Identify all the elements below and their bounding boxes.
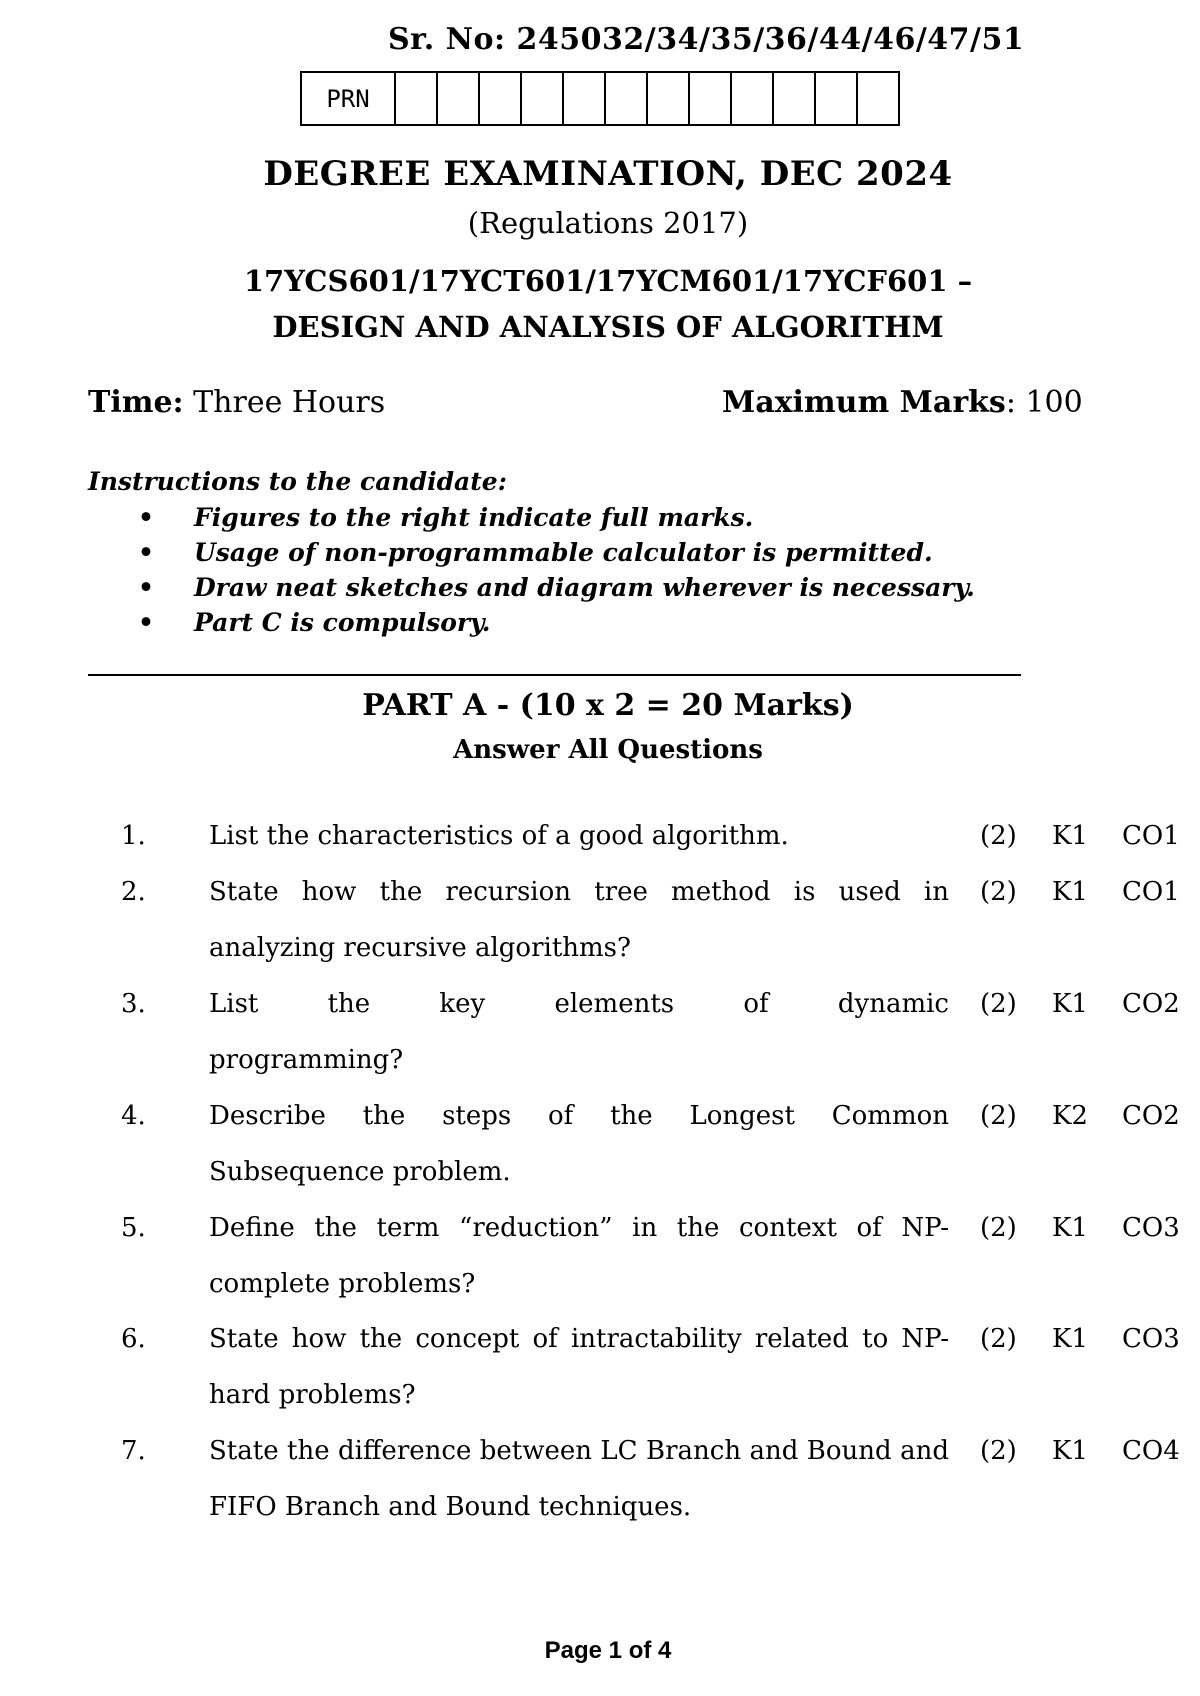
prn-digit-cell — [815, 72, 857, 125]
prn-digit-cell — [521, 72, 563, 125]
question-text: List the key elements of dynamic programming? — [209, 989, 949, 1075]
question-marks: (2) — [980, 877, 1017, 907]
instruction-item: • Figures to the right indicate full marks. — [138, 500, 975, 535]
question-text: List the characteristics of a good algorithm. — [209, 821, 789, 851]
question-number: 4. — [121, 1101, 146, 1131]
prn-digit-cell — [563, 72, 605, 125]
part-a-title: PART A - (10 x 2 = 20 Marks) — [362, 688, 854, 723]
regulations: (Regulations 2017) — [467, 206, 749, 240]
course-outcome: CO2 — [1122, 989, 1180, 1019]
course-outcome: CO4 — [1122, 1436, 1180, 1466]
question-number: 3. — [121, 989, 146, 1019]
prn-digit-cell — [479, 72, 521, 125]
question-text: State the difference between LC Branch and Bound and FIFO Branch and Bound techniques. — [209, 1436, 949, 1522]
question-marks: (2) — [980, 1436, 1017, 1466]
course-codes: 17YCS601/17YCT601/17YCM601/17YCF601 – — [243, 264, 973, 298]
prn-digit-cell — [647, 72, 689, 125]
knowledge-level: K1 — [1052, 877, 1088, 907]
question-marks: (2) — [980, 989, 1017, 1019]
question-marks: (2) — [980, 821, 1017, 851]
knowledge-level: K1 — [1052, 1324, 1088, 1354]
course-outcome: CO1 — [1122, 877, 1180, 907]
prn-label: PRN — [301, 72, 395, 125]
serial-number: Sr. No: 245032/34/35/36/44/46/47/51 — [388, 22, 1025, 57]
prn-digit-cell — [773, 72, 815, 125]
instruction-item: • Draw neat sketches and diagram wherever is necessary. — [138, 570, 975, 605]
time-value: Three Hours — [183, 385, 386, 420]
exam-time — [88, 385, 385, 420]
instructions-title: Instructions to the candidate: — [88, 467, 507, 496]
maximum-marks — [722, 385, 1083, 420]
instruction-item: • Part C is compulsory. — [138, 605, 975, 640]
knowledge-level: K2 — [1052, 1101, 1088, 1131]
knowledge-level: K1 — [1052, 989, 1088, 1019]
part-a-subtitle: Answer All Questions — [453, 735, 763, 765]
question-text: Define the term “reduction” in the context of NP-complete problems? — [209, 1213, 949, 1299]
question-number: 6. — [121, 1324, 146, 1354]
course-outcome: CO3 — [1122, 1324, 1180, 1354]
question-number: 1. — [121, 821, 146, 851]
course-name: DESIGN AND ANALYSIS OF ALGORITHM — [272, 310, 944, 344]
question-marks: (2) — [980, 1324, 1017, 1354]
section-divider — [88, 674, 1021, 676]
question-number: 7. — [121, 1436, 146, 1466]
knowledge-level: K1 — [1052, 1213, 1088, 1243]
course-outcome: CO1 — [1122, 821, 1180, 851]
knowledge-level: K1 — [1052, 1436, 1088, 1466]
question-text: Describe the steps of the Longest Common Subsequence problem. — [209, 1101, 949, 1187]
marks-label: Maximum Marks — [722, 385, 1006, 420]
prn-digit-cell — [689, 72, 731, 125]
question-number: 5. — [121, 1213, 146, 1243]
prn-digit-cell — [731, 72, 773, 125]
exam-title: DEGREE EXAMINATION, DEC 2024 — [263, 154, 953, 194]
question-marks: (2) — [980, 1101, 1017, 1131]
question-text: State how the concept of intractability related to NP-hard problems? — [209, 1324, 949, 1410]
course-outcome: CO3 — [1122, 1213, 1180, 1243]
question-text: State how the recursion tree method is used in analyzing recursive algorithms? — [209, 877, 949, 963]
marks-value: : 100 — [1005, 385, 1083, 420]
prn-digit-cell — [395, 72, 437, 125]
instructions-list — [138, 500, 975, 640]
page-number: Page 1 of 4 — [544, 1637, 672, 1664]
prn-digit-cell — [437, 72, 479, 125]
question-marks: (2) — [980, 1213, 1017, 1243]
course-outcome: CO2 — [1122, 1101, 1180, 1131]
prn-digit-cell — [857, 72, 899, 125]
knowledge-level: K1 — [1052, 821, 1088, 851]
prn-digit-cell — [605, 72, 647, 125]
time-label: Time: — [88, 385, 184, 420]
question-number: 2. — [121, 877, 146, 907]
prn-box — [300, 71, 900, 126]
instruction-item: • Usage of non-programmable calculator is permitted. — [138, 535, 975, 570]
